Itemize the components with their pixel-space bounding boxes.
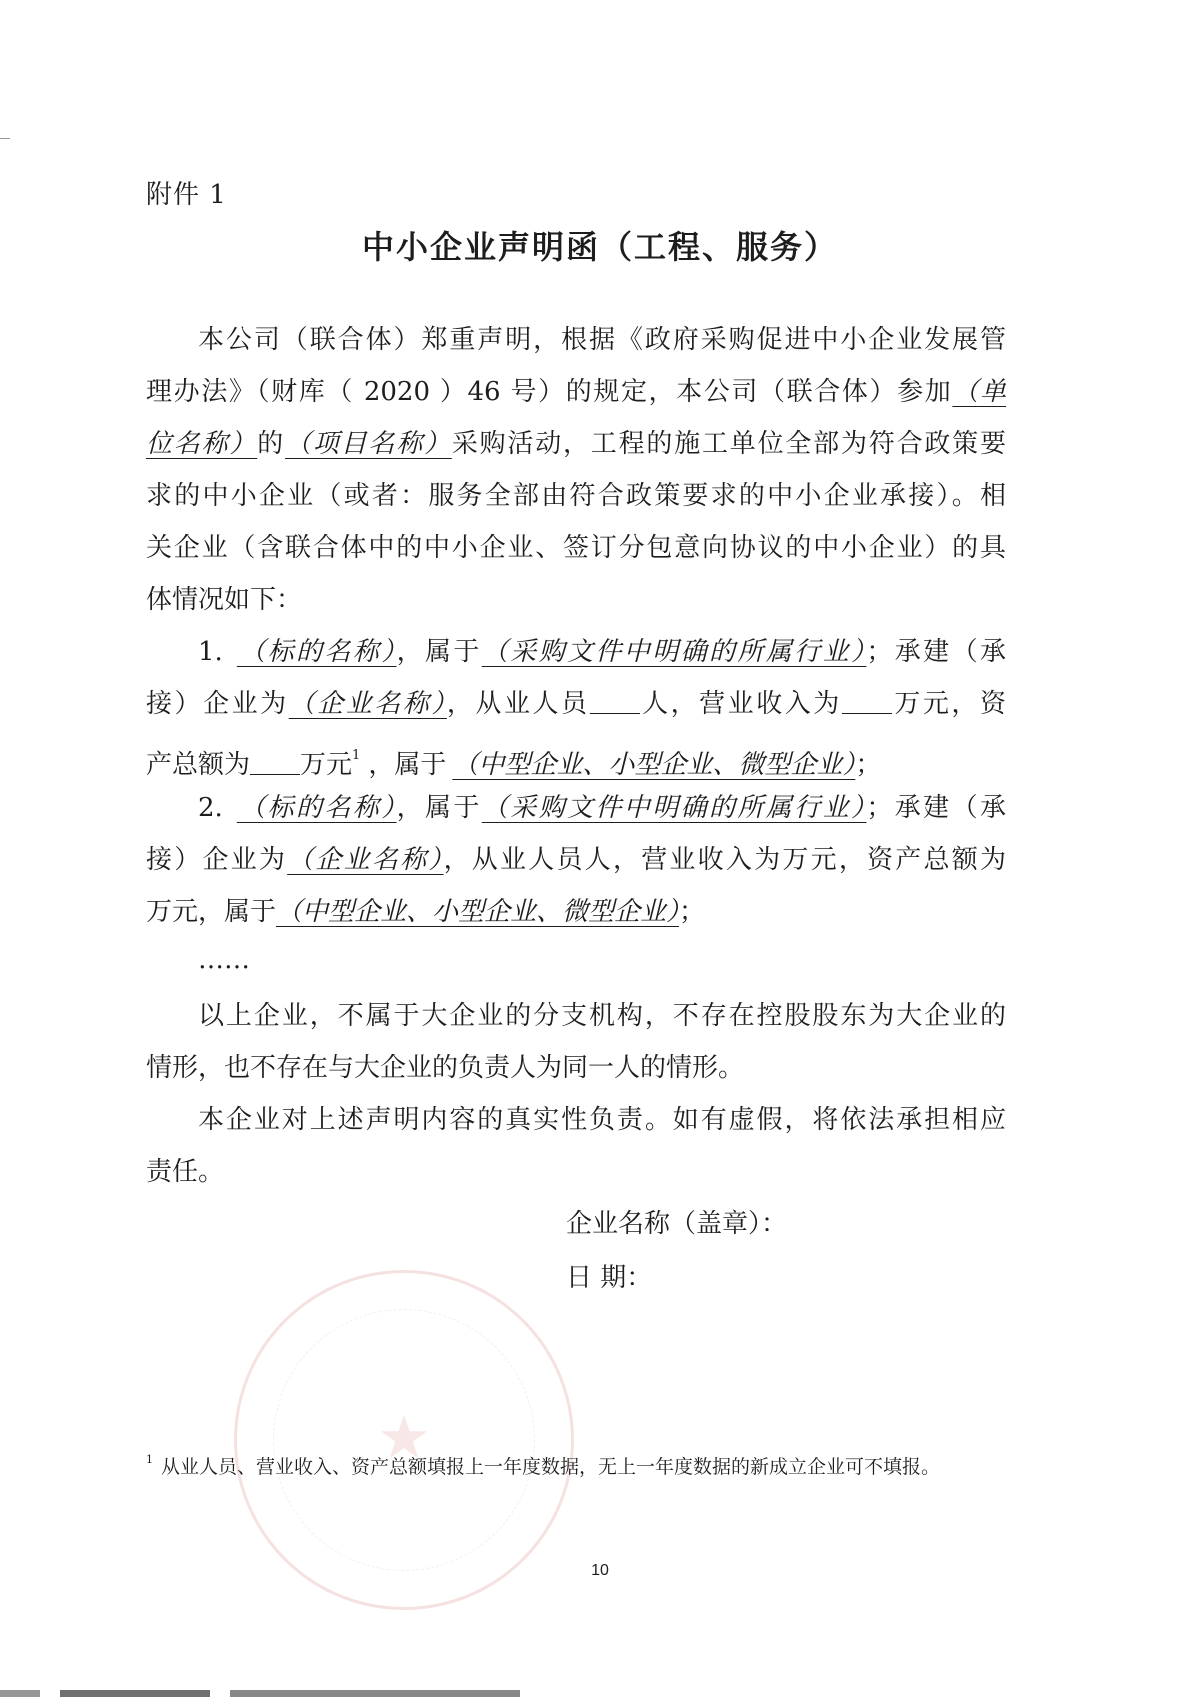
ellipsis: …… — [198, 945, 250, 975]
text-run: ； — [679, 897, 706, 927]
text-run: 关企业（含联合体中的中小企业、签订分包意向协议的中小企业）的具 — [146, 533, 1006, 563]
paragraph-line — [146, 530, 1006, 566]
target-name-field: （标的名称） — [236, 793, 397, 823]
item-1-line — [146, 686, 1006, 722]
item-1-line — [146, 738, 1006, 783]
paragraph-line — [146, 582, 1006, 618]
text-run: ，从业人员人，营业收入为万元，资产总额为 — [443, 845, 1006, 875]
scan-edge-mark — [0, 138, 10, 139]
footnote-marker: 1 — [146, 1453, 153, 1466]
company-name-field: （企业名称） — [287, 845, 444, 875]
enterprise-size-field: （中型企业、小型企业、微型企业） — [276, 897, 680, 927]
text-run: 接）企业为 — [146, 845, 288, 875]
text-run: 人，营业收入为 — [639, 689, 842, 719]
item-2-line — [146, 790, 1006, 826]
attachment-label: 附件 1 — [146, 180, 227, 210]
date-label: 日 期： — [566, 1263, 653, 1293]
item-2-line — [146, 894, 1006, 930]
text-run: ，属于 — [396, 637, 482, 667]
text-run: ，属于 — [368, 750, 447, 780]
text-run: 接）企业为 — [146, 689, 289, 719]
text-run: ；承建（承 — [866, 637, 1006, 667]
text-run: 以上企业，不属于大企业的分支机构，不存在控股股东为大企业的 — [198, 1001, 1006, 1031]
unit-name-field: 位名称） — [146, 429, 258, 459]
target-name-field: （标的名称） — [236, 637, 397, 667]
unit-name-field: （单 — [952, 377, 1006, 407]
text-run: 万元 — [300, 750, 353, 780]
paragraph-line — [146, 1102, 1006, 1138]
scan-bottom-edge — [0, 1690, 1200, 1697]
text-run: 万元，资 — [891, 689, 1006, 719]
text-run: 的 — [257, 429, 286, 459]
employees-blank[interactable] — [590, 687, 640, 714]
industry-field: （采购文件中明确的所属行业） — [481, 637, 867, 667]
text-run: 产总额为 — [146, 750, 251, 780]
footnote-text: 从业人员、营业收入、资产总额填报上一年度数据，无上一年度数据的新成立企业可不填报。 — [161, 1456, 941, 1478]
text-run: ，属于 — [396, 793, 482, 823]
text-run: 责任。 — [146, 1157, 225, 1187]
ellipsis-line — [146, 942, 1006, 978]
page-title: 中小企业声明函（工程、服务） — [361, 228, 838, 266]
text-run: ； — [855, 750, 882, 780]
item-1-line — [146, 634, 1006, 670]
text-run: 理办法》（财库（ 2020 ）46 号）的规定，本公司（联合体）参加 — [146, 377, 953, 407]
industry-field: （采购文件中明确的所属行业） — [481, 793, 867, 823]
seal-star-icon: ★ — [377, 1403, 431, 1473]
paragraph-line — [146, 322, 1006, 358]
text-run: 采购活动，工程的施工单位全部为符合政策要 — [451, 429, 1006, 459]
text-run: 求的中小企业（或者：服务全部由符合政策要求的中小企业承接）。相 — [146, 481, 1006, 511]
text-run: 本公司（联合体）郑重声明，根据《政府采购促进中小企业发展管 — [198, 325, 1006, 355]
item-number: 2. — [198, 793, 223, 823]
text-run: ，从业人员 — [446, 689, 590, 719]
footnote — [146, 1447, 940, 1480]
text-run: 情形，也不存在与大企业的负责人为同一人的情形。 — [146, 1053, 745, 1083]
text-run: 体情况如下： — [146, 585, 303, 615]
paragraph-line — [146, 374, 1006, 410]
revenue-blank[interactable] — [842, 687, 892, 714]
page-number: 10 — [591, 1562, 609, 1579]
total-assets-blank[interactable] — [250, 748, 300, 775]
company-name-stamp-label: 企业名称（盖章）： — [566, 1209, 788, 1239]
company-name-field: （企业名称） — [288, 689, 447, 719]
company-seal — [234, 1270, 574, 1610]
paragraph-line — [146, 1050, 1006, 1086]
text-run: 万元，属于 — [146, 897, 277, 927]
text-run: 本企业对上述声明内容的真实性负责。如有虚假，将依法承担相应 — [198, 1105, 1006, 1135]
footnote-ref: 1 — [352, 748, 361, 763]
enterprise-size-field: （中型企业、小型企业、微型企业） — [452, 750, 856, 780]
paragraph-line — [146, 1154, 1006, 1190]
project-name-field: （项目名称） — [285, 429, 452, 459]
paragraph-line — [146, 478, 1006, 514]
paragraph-line — [146, 426, 1006, 462]
item-2-line — [146, 842, 1006, 878]
paragraph-line — [146, 998, 1006, 1034]
item-number: 1. — [198, 637, 223, 667]
text-run: ；承建（承 — [866, 793, 1006, 823]
